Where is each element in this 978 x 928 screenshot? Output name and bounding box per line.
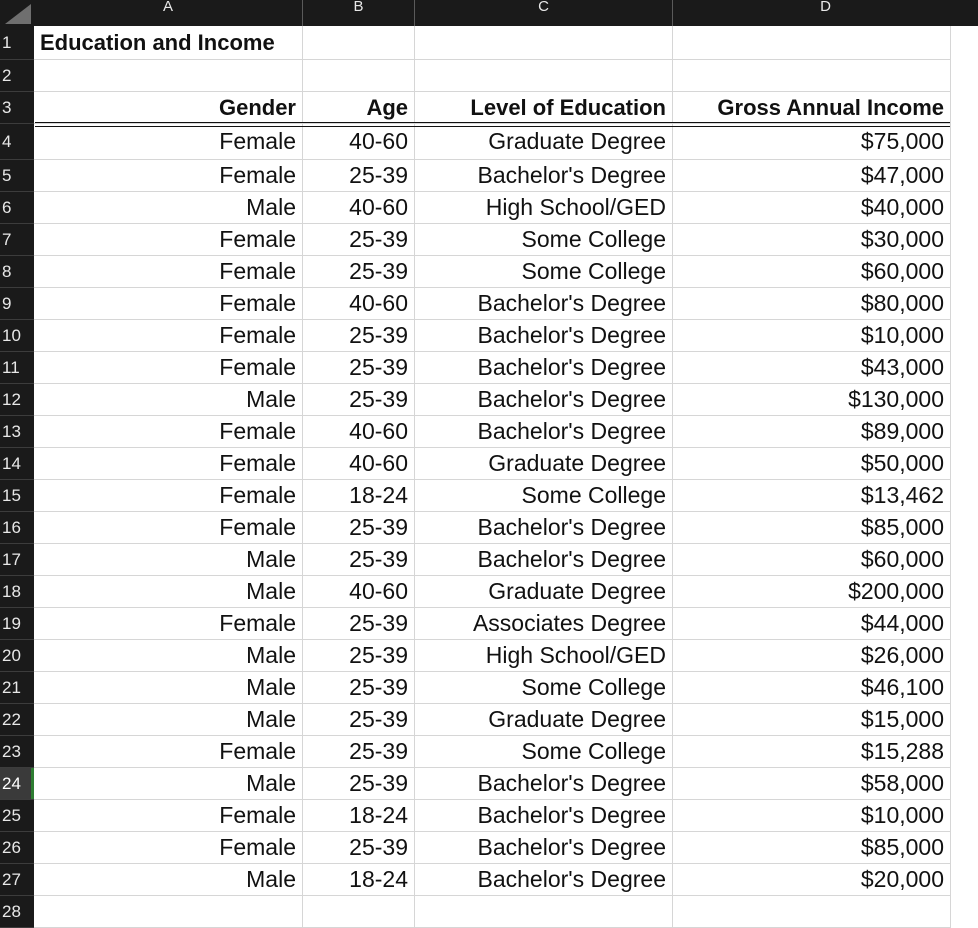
empty-cell[interactable]	[415, 60, 673, 92]
row-header-20[interactable]: 20	[0, 640, 34, 672]
row-header-4[interactable]: 4	[0, 124, 34, 160]
row-header-28[interactable]: 28	[0, 896, 34, 928]
row-header-6[interactable]: 6	[0, 192, 34, 224]
cell-age[interactable]: 40-60	[303, 448, 415, 480]
cell-gender[interactable]: Female	[34, 800, 303, 832]
row-header-8[interactable]: 8	[0, 256, 34, 288]
cell-education[interactable]: Bachelor's Degree	[415, 800, 673, 832]
row-header-9[interactable]: 9	[0, 288, 34, 320]
cell-education[interactable]: Bachelor's Degree	[415, 320, 673, 352]
cell-education[interactable]: Some College	[415, 256, 673, 288]
cell-gender[interactable]: Male	[34, 864, 303, 896]
header-age[interactable]: Age	[303, 92, 415, 124]
cell-age[interactable]: 25-39	[303, 512, 415, 544]
row-header-13[interactable]: 13	[0, 416, 34, 448]
cell-income[interactable]: $15,000	[673, 704, 951, 736]
cell-income[interactable]: $60,000	[673, 256, 951, 288]
row-header-2[interactable]: 2	[0, 60, 34, 92]
cell-gender[interactable]: Female	[34, 320, 303, 352]
cell-gender[interactable]: Female	[34, 832, 303, 864]
cell-income[interactable]: $10,000	[673, 320, 951, 352]
cell-gender[interactable]: Female	[34, 480, 303, 512]
empty-cell[interactable]	[673, 60, 951, 92]
cell-gender[interactable]: Male	[34, 576, 303, 608]
cell-education[interactable]: Graduate Degree	[415, 704, 673, 736]
cell-age[interactable]: 40-60	[303, 416, 415, 448]
cell-gender[interactable]: Female	[34, 448, 303, 480]
cell-gender[interactable]: Male	[34, 672, 303, 704]
row-header-25[interactable]: 25	[0, 800, 34, 832]
cell-education[interactable]: Graduate Degree	[415, 576, 673, 608]
row-header-15[interactable]: 15	[0, 480, 34, 512]
cell-education[interactable]: Some College	[415, 736, 673, 768]
cell-income[interactable]: $130,000	[673, 384, 951, 416]
row-header-14[interactable]: 14	[0, 448, 34, 480]
cell-income[interactable]: $10,000	[673, 800, 951, 832]
empty-cell[interactable]	[303, 896, 415, 928]
row-header-24[interactable]: 24	[0, 768, 34, 800]
cell-age[interactable]: 18-24	[303, 800, 415, 832]
select-all-triangle-icon	[5, 4, 31, 24]
cell-income[interactable]: $44,000	[673, 608, 951, 640]
empty-cell[interactable]	[34, 896, 303, 928]
cell-gender[interactable]: Male	[34, 768, 303, 800]
cell-gender[interactable]: Male	[34, 384, 303, 416]
cell-education[interactable]: Bachelor's Degree	[415, 768, 673, 800]
cell-gender[interactable]: Female	[34, 288, 303, 320]
cell-education[interactable]: Some College	[415, 480, 673, 512]
column-header-b[interactable]: B	[303, 0, 415, 26]
cell-income[interactable]: $85,000	[673, 512, 951, 544]
cell-age[interactable]: 25-39	[303, 160, 415, 192]
cell-income[interactable]: $20,000	[673, 864, 951, 896]
cell-gender[interactable]: Female	[34, 736, 303, 768]
cell-age[interactable]: 25-39	[303, 320, 415, 352]
cell-education[interactable]: Associates Degree	[415, 608, 673, 640]
cell-income[interactable]: $46,100	[673, 672, 951, 704]
cell-age[interactable]: 18-24	[303, 480, 415, 512]
empty-cell[interactable]	[303, 26, 415, 60]
cell-education[interactable]: Bachelor's Degree	[415, 352, 673, 384]
cell-income[interactable]: $26,000	[673, 640, 951, 672]
cell-age[interactable]: 25-39	[303, 384, 415, 416]
cell-income[interactable]: $50,000	[673, 448, 951, 480]
cell-income[interactable]: $58,000	[673, 768, 951, 800]
cell-income[interactable]: $47,000	[673, 160, 951, 192]
cell-education[interactable]: Bachelor's Degree	[415, 384, 673, 416]
cell-gender[interactable]: Female	[34, 256, 303, 288]
cell-income[interactable]: $85,000	[673, 832, 951, 864]
cell-age[interactable]: 25-39	[303, 352, 415, 384]
header-income[interactable]: Gross Annual Income	[673, 92, 951, 124]
sheet-title[interactable]: Education and Income	[34, 26, 303, 60]
select-all-corner[interactable]	[0, 0, 34, 26]
row-header-21[interactable]: 21	[0, 672, 34, 704]
cell-income[interactable]: $200,000	[673, 576, 951, 608]
cell-gender[interactable]: Male	[34, 192, 303, 224]
cell-age[interactable]: 40-60	[303, 576, 415, 608]
cell-education[interactable]: Bachelor's Degree	[415, 544, 673, 576]
cell-age[interactable]: 25-39	[303, 544, 415, 576]
cell-income[interactable]: $15,288	[673, 736, 951, 768]
cell-education[interactable]: Graduate Degree	[415, 448, 673, 480]
cell-income[interactable]: $60,000	[673, 544, 951, 576]
cell-gender[interactable]: Female	[34, 224, 303, 256]
cell-education[interactable]: Bachelor's Degree	[415, 160, 673, 192]
cell-income[interactable]: $13,462	[673, 480, 951, 512]
cell-age[interactable]: 25-39	[303, 768, 415, 800]
header-education[interactable]: Level of Education	[415, 92, 673, 124]
cell-income[interactable]: $89,000	[673, 416, 951, 448]
row-header-26[interactable]: 26	[0, 832, 34, 864]
cell-gender[interactable]: Male	[34, 544, 303, 576]
cell-gender[interactable]: Male	[34, 704, 303, 736]
empty-cell[interactable]	[303, 60, 415, 92]
cell-age[interactable]: 25-39	[303, 608, 415, 640]
cell-education[interactable]: Bachelor's Degree	[415, 864, 673, 896]
empty-cell[interactable]	[415, 26, 673, 60]
row-header-18[interactable]: 18	[0, 576, 34, 608]
row-header-3[interactable]: 3	[0, 92, 34, 124]
cell-gender[interactable]: Female	[34, 160, 303, 192]
row-header-12[interactable]: 12	[0, 384, 34, 416]
cell-income[interactable]: $40,000	[673, 192, 951, 224]
cell-education[interactable]: Bachelor's Degree	[415, 832, 673, 864]
cell-gender[interactable]: Male	[34, 640, 303, 672]
cell-education[interactable]: Some College	[415, 672, 673, 704]
column-header-d[interactable]: D	[673, 0, 978, 26]
cell-income[interactable]: $80,000	[673, 288, 951, 320]
row-header-23[interactable]: 23	[0, 736, 34, 768]
cell-age[interactable]: 25-39	[303, 256, 415, 288]
row-header-16[interactable]: 16	[0, 512, 34, 544]
cell-age[interactable]: 25-39	[303, 736, 415, 768]
empty-cell[interactable]	[673, 26, 951, 60]
row-header-11[interactable]: 11	[0, 352, 34, 384]
cell-gender[interactable]: Female	[34, 512, 303, 544]
cell-age[interactable]: 18-24	[303, 864, 415, 896]
cell-age[interactable]: 40-60	[303, 124, 415, 160]
cell-education[interactable]: Bachelor's Degree	[415, 512, 673, 544]
row-header-17[interactable]: 17	[0, 544, 34, 576]
empty-cell[interactable]	[673, 896, 951, 928]
column-header-a[interactable]: A	[34, 0, 303, 26]
cell-age[interactable]: 25-39	[303, 640, 415, 672]
row-header-22[interactable]: 22	[0, 704, 34, 736]
cell-age[interactable]: 40-60	[303, 288, 415, 320]
cell-age[interactable]: 25-39	[303, 832, 415, 864]
cell-age[interactable]: 25-39	[303, 704, 415, 736]
empty-cell[interactable]	[415, 896, 673, 928]
row-header-10[interactable]: 10	[0, 320, 34, 352]
cell-education[interactable]: High School/GED	[415, 640, 673, 672]
row-header-19[interactable]: 19	[0, 608, 34, 640]
cell-education[interactable]: Bachelor's Degree	[415, 288, 673, 320]
cell-gender[interactable]: Female	[34, 416, 303, 448]
empty-cell[interactable]	[34, 60, 303, 92]
cell-education[interactable]: Graduate Degree	[415, 124, 673, 160]
cell-income[interactable]: $75,000	[673, 124, 951, 160]
cell-education[interactable]: Some College	[415, 224, 673, 256]
header-gender[interactable]: Gender	[34, 92, 303, 124]
cell-gender[interactable]: Female	[34, 608, 303, 640]
row-header-27[interactable]: 27	[0, 864, 34, 896]
cell-age[interactable]: 25-39	[303, 224, 415, 256]
cell-income[interactable]: $30,000	[673, 224, 951, 256]
cell-education[interactable]: High School/GED	[415, 192, 673, 224]
cell-age[interactable]: 40-60	[303, 192, 415, 224]
cell-education[interactable]: Bachelor's Degree	[415, 416, 673, 448]
row-header-7[interactable]: 7	[0, 224, 34, 256]
cell-gender[interactable]: Female	[34, 124, 303, 160]
column-header-c[interactable]: C	[415, 0, 673, 26]
cell-income[interactable]: $43,000	[673, 352, 951, 384]
cell-gender[interactable]: Female	[34, 352, 303, 384]
cell-age[interactable]: 25-39	[303, 672, 415, 704]
row-header-5[interactable]: 5	[0, 160, 34, 192]
row-header-1[interactable]: 1	[0, 26, 34, 60]
